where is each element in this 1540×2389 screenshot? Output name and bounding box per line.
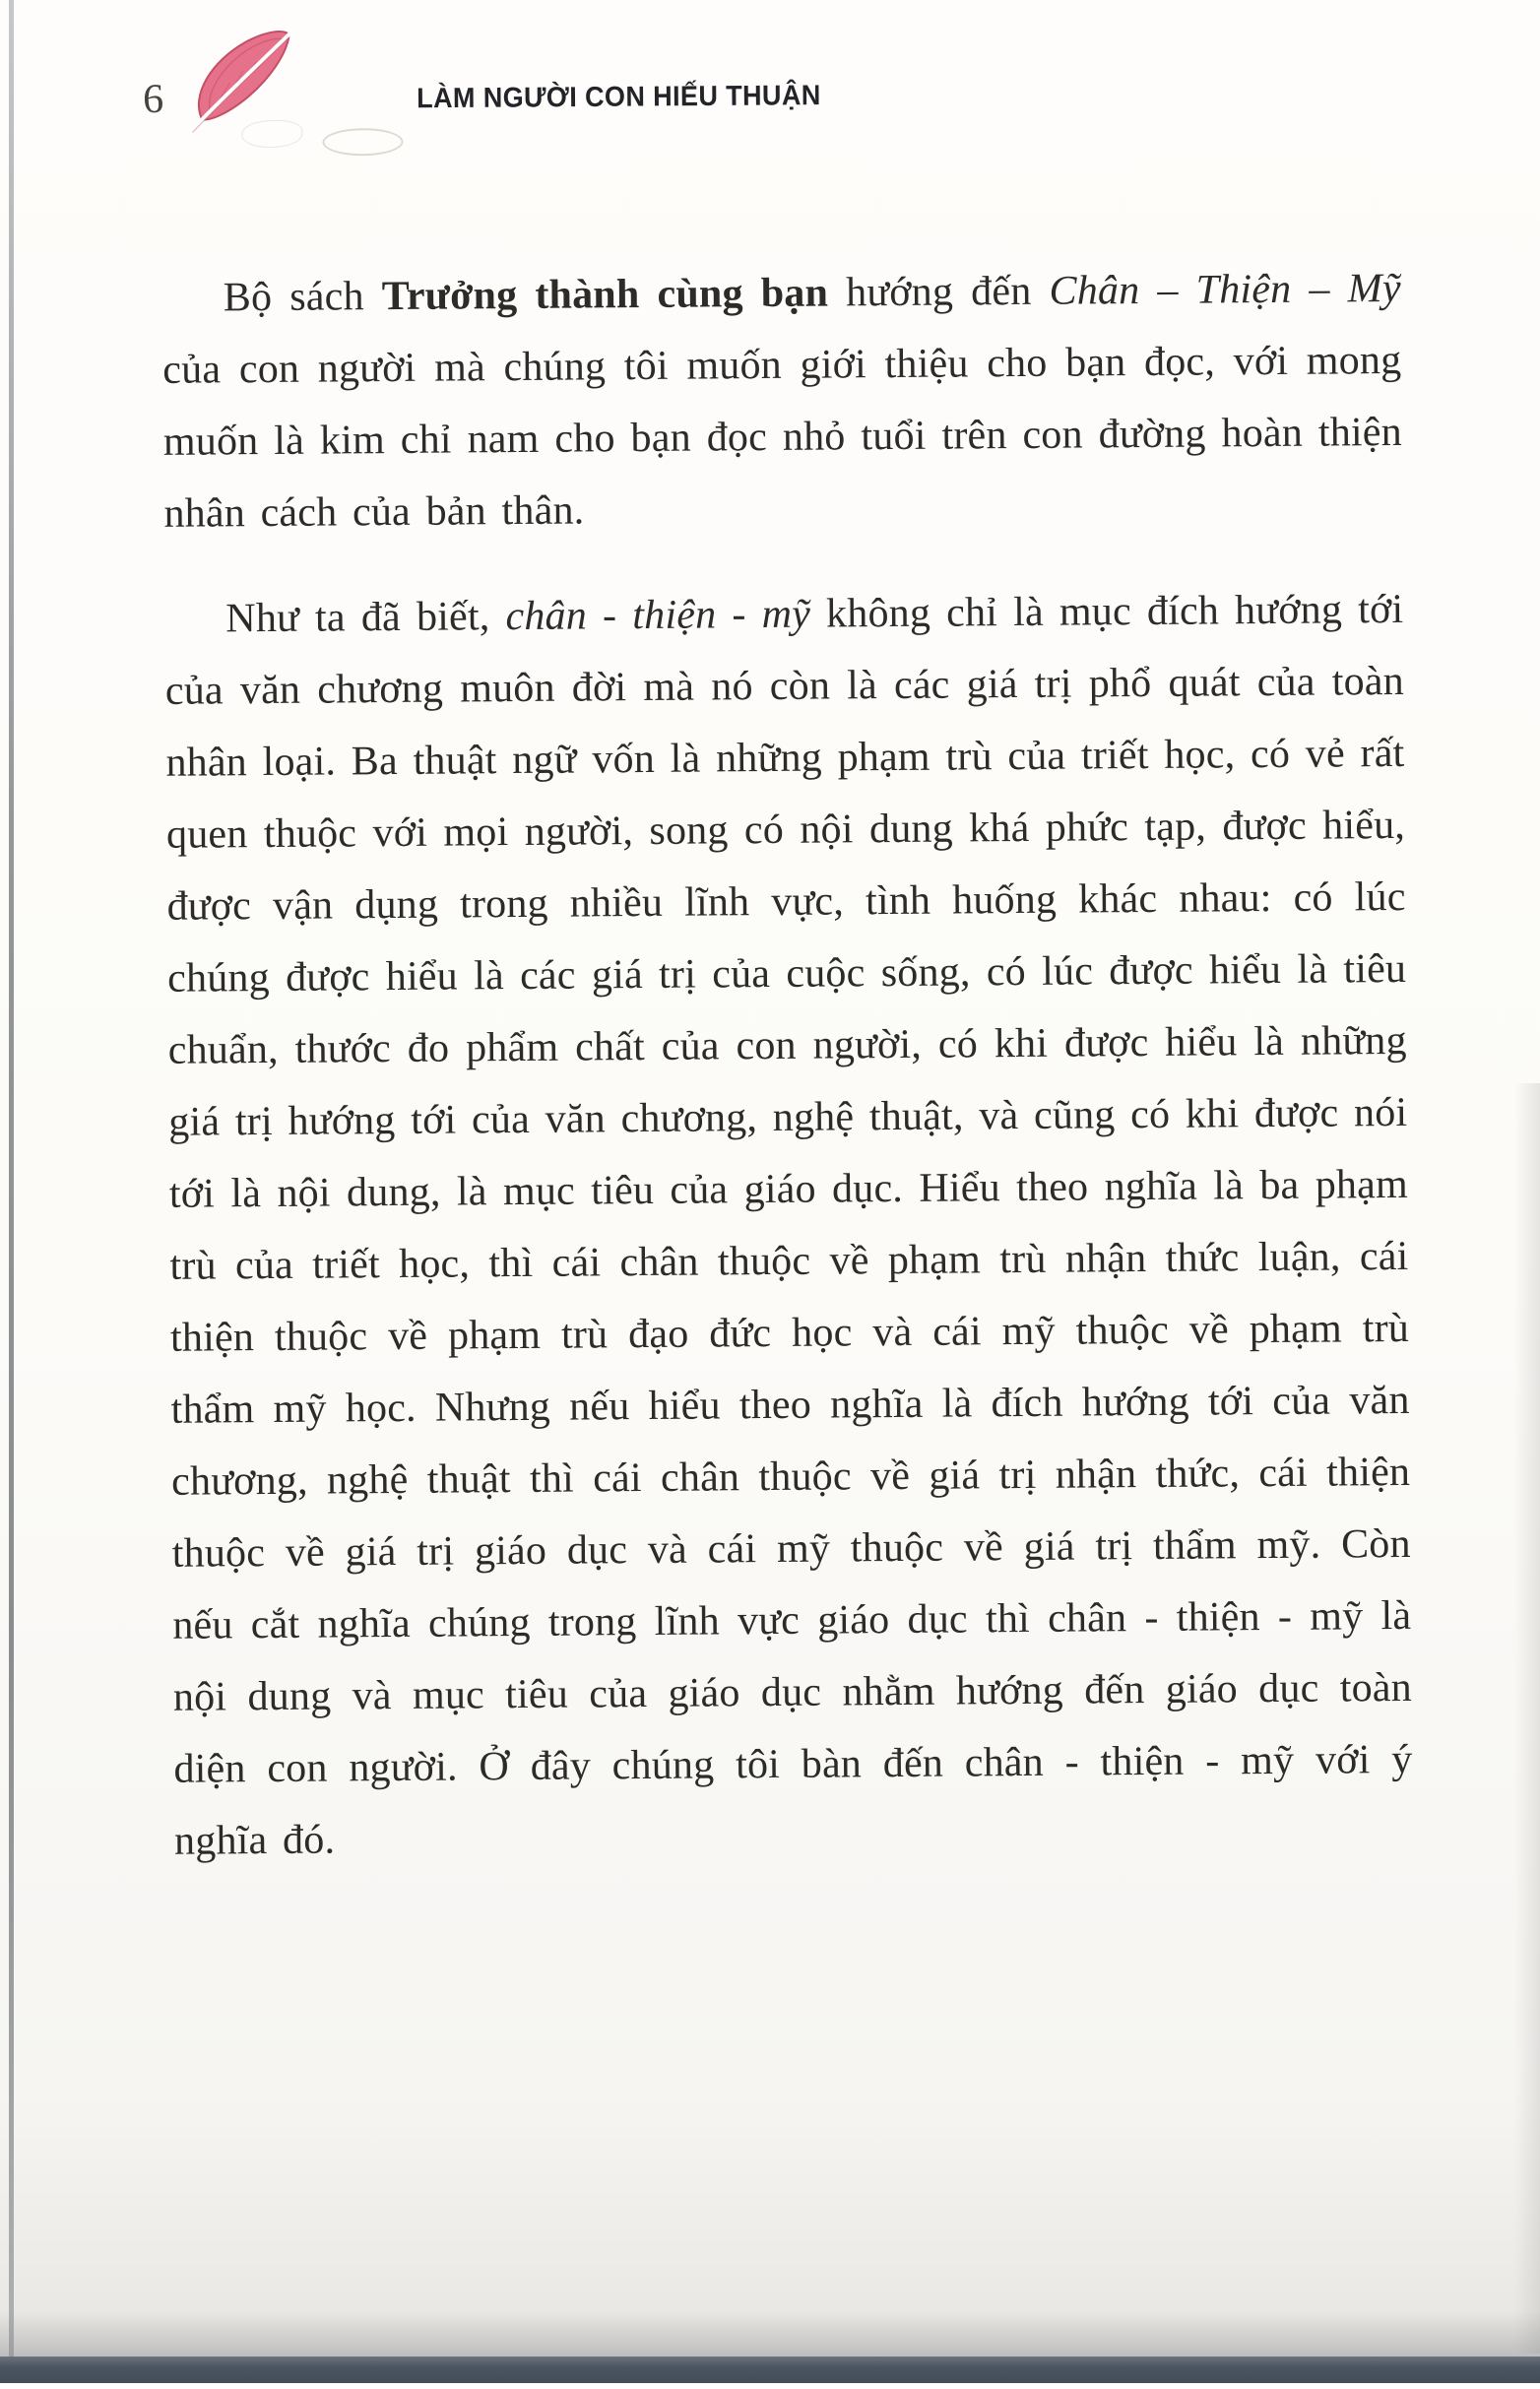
text-segment: của con người mà chúng tôi muốn giới thiệu cho bạn đọc, với mong muốn là kim chỉ nam cho bạn đọc nhỏ tuổi trên con đường hoàn thiện nhân cách của bản thân. <box>162 337 1403 537</box>
running-header-title: LÀM NGƯỜI CON HIẾU THUẬN <box>417 79 821 114</box>
paragraph <box>164 574 1413 1878</box>
scan-bottom-bar <box>0 2357 1540 2383</box>
pencil-oval-sketch <box>322 128 403 157</box>
quill-feather-icon <box>172 24 307 135</box>
pencil-sketch-mark <box>241 120 302 148</box>
text-segment: không chỉ là mục đích hướng tới của văn chương muôn đời mà nó còn là các giá trị phổ quát của toàn nhân loại. Ba thuật ngữ vốn là những phạm trù của triết học, có vẻ rất quen thuộc với mọi người, song có nội dung khá phức tạp, được hiểu, được vận dụng trong nhiều lĩnh vực, tình huống khác nhau: có lúc chúng được hiểu là các giá trị của cuộc sống, có lúc được hiểu là tiêu chuẩn, thước đo phẩm chất của con người, có khi được hiểu là những giá trị hướng tới của văn chương, nghệ thuật, và cũng có khi được nói tới là nội dung, là mục tiêu của giáo dục. Hiểu theo nghĩa là ba phạm trù của triết học, thì cái chân thuộc về phạm trù nhận thức luận, cái thiện thuộc về phạm trù đạo đức học và cái mỹ thuộc về phạm trù thẩm mỹ học. Nhưng nếu hiểu theo nghĩa là đích hướng tới của văn chương, nghệ thuật thì cái chân thuộc về giá trị nhận thức, cái thiện thuộc về giá trị giáo dục và cái mỹ thuộc về giá trị thẩm mỹ. Còn nếu cắt nghĩa chúng trong lĩnh vực giáo dục thì chân - thiện - mỹ là nội dung và mục tiêu của giáo dục nhằm hướng đến giáo dục toàn diện con người. Ở đây chúng tôi bàn đến chân - thiện - mỹ với ý nghĩa đó. <box>164 586 1413 1864</box>
text-segment: hướng đến <box>827 268 1050 316</box>
text-segment: Trưởng thành cùng bạn <box>381 270 829 320</box>
text-segment: chân - thiện - mỹ <box>505 591 811 640</box>
text-segment: Chân – Thiện – Mỹ <box>1049 265 1401 314</box>
page-number: 6 <box>142 76 164 122</box>
scan-bottom-shadow <box>0 2311 1540 2357</box>
text-segment: Như ta đã biết, <box>225 594 506 642</box>
paragraph <box>161 253 1402 550</box>
body-text <box>161 253 1413 1911</box>
text-segment: Bộ sách <box>223 274 382 321</box>
